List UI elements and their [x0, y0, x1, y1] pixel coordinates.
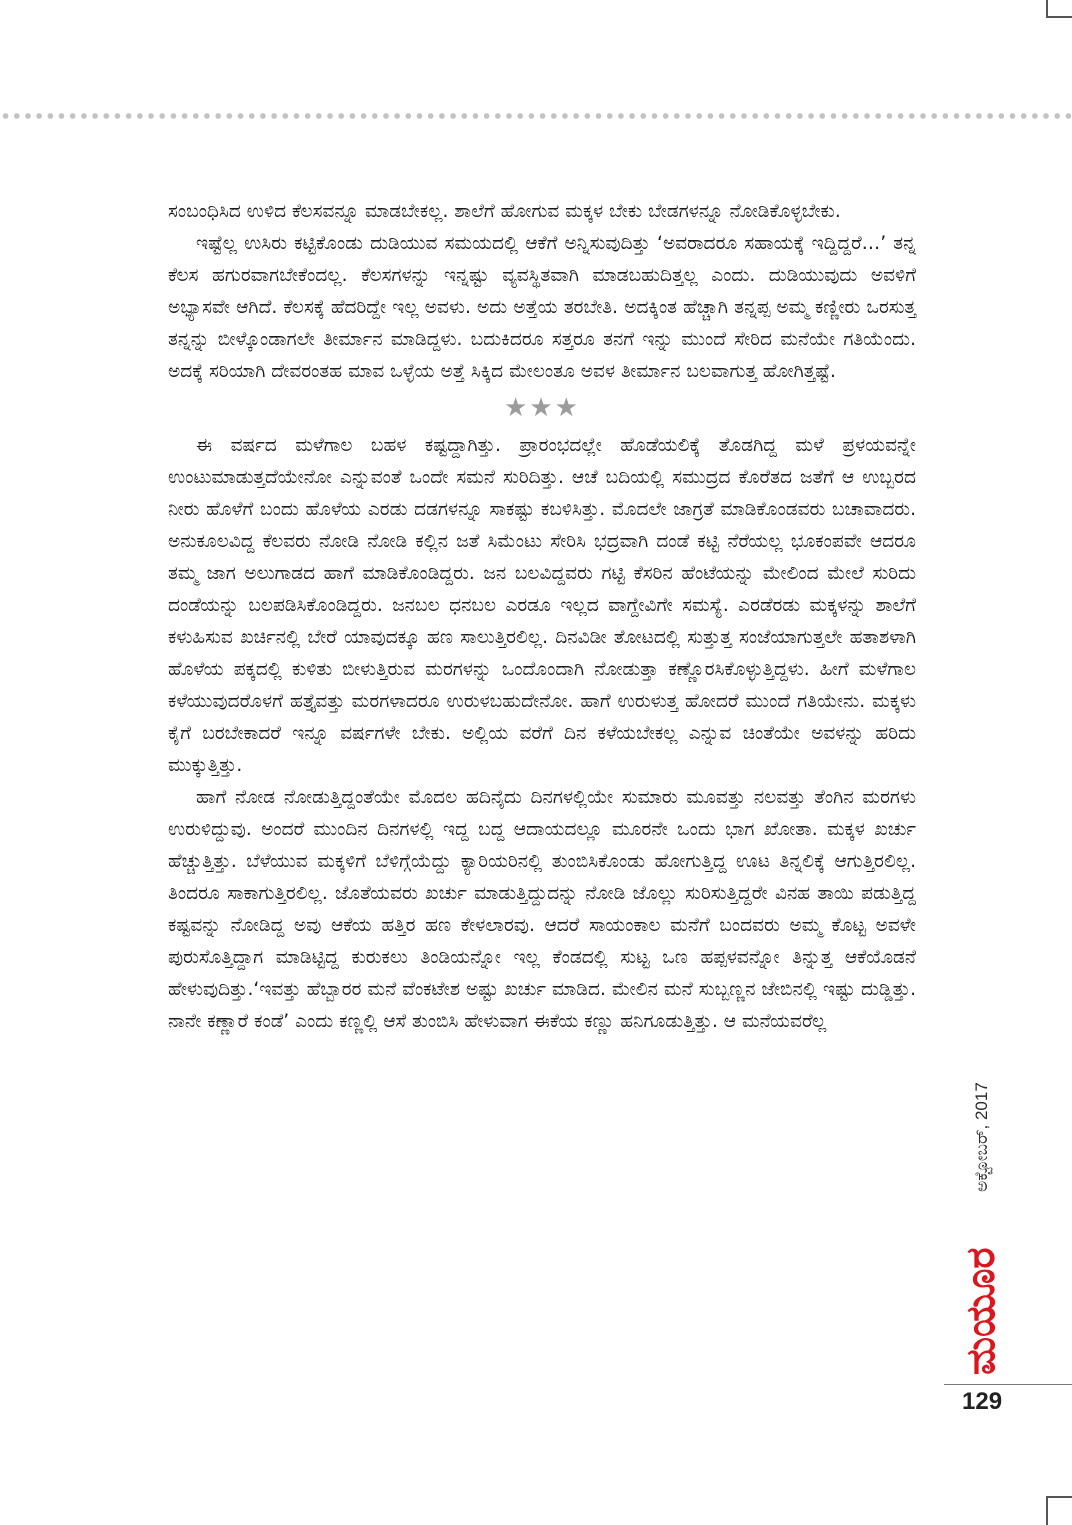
- paragraph-2: ಇಷ್ಟೆಲ್ಲ ಉಸಿರು ಕಟ್ಟಿಕೊಂಡು ದುಡಿಯುವ ಸಮಯದಲ್ಲಿ ಆಕೆಗೆ ಅನ್ನಿಸುವುದಿತ್ತು ‘ಅವರಾದರೂ ಸಹಾಯಕ್ಕೆ ಇದ್ದಿದ್ದರೆ…’ ತನ್ನ ಕೆಲಸ ಹಗುರವಾಗಬೇಕೆಂದಲ್ಲ. ಕೆಲಸಗಳನ್ನು ಇನ್ನಷ್ಟು ವ್ಯವಸ್ಥಿತವಾಗಿ ಮಾಡಬಹುದಿತ್ತಲ್ಲ ಎಂದು. ದುಡಿಯುವುದು ಅವಳಿಗೆ ಅಭ್ಯಾಸವೇ ಆಗಿದೆ. ಕೆಲಸಕ್ಕೆ ಹೆದರಿದ್ದೇ ಇಲ್ಲ ಅವಳು. ಅದು ಅತ್ತೆಯ ತರಬೇತಿ. ಅದಕ್ಕಿಂತ ಹೆಚ್ಚಾಗಿ ತನ್ನಪ್ಪ ಅಮ್ಮ ಕಣ್ಣೀರು ಒರಸುತ್ತ ತನ್ನನ್ನು ಬೀಳ್ಕೊಂಡಾಗಲೇ ತೀರ್ಮಾನ ಮಾಡಿದ್ದಳು. ಬದುಕಿದರೂ ಸತ್ತರೂ ತನಗೆ ಇನ್ನು ಮುಂದೆ ಸೇರಿದ ಮನೆಯೇ ಗತಿಯೆಂದು. ಅದಕ್ಕೆ ಸರಿಯಾಗಿ ದೇವರಂತಹ ಮಾವ ಒಳ್ಳೆಯ ಅತ್ತೆ ಸಿಕ್ಕಿದ ಮೇಲಂತೂ ಅವಳ ತೀರ್ಮಾನ ಬಲವಾಗುತ್ತ ಹೋಗಿತ್ತಷ್ಟೆ.: [168, 233, 916, 382]
- paragraph-4: ಹಾಗೆ ನೋಡ ನೋಡುತ್ತಿದ್ದಂತೆಯೇ ಮೊದಲ ಹದಿನೈದು ದಿನಗಳಲ್ಲಿಯೇ ಸುಮಾರು ಮೂವತ್ತು ನಲವತ್ತು ತೆಂಗಿನ ಮರಗಳು ಉರುಳಿದ್ದುವು. ಅಂದರೆ ಮುಂದಿನ ದಿನಗಳಲ್ಲಿ ಇದ್ದ ಬದ್ದ ಆದಾಯದಲ್ಲೂ ಮೂರನೇ ಒಂದು ಭಾಗ ಖೋತಾ. ಮಕ್ಕಳ ಖರ್ಚು ಹೆಚ್ಚುತ್ತಿತ್ತು. ಬೆಳೆಯುವ ಮಕ್ಕಳಿಗೆ ಬೆಳಿಗ್ಗೆಯೆದ್ದು ಕ್ಯಾರಿಯರಿನಲ್ಲಿ ತುಂಬಿಸಿಕೊಂಡು ಹೋಗುತ್ತಿದ್ದ ಊಟ ತಿನ್ನಲಿಕ್ಕೆ ಆಗುತ್ತಿರಲಿಲ್ಲ. ತಿಂದರೂ ಸಾಕಾಗುತ್ತಿರಲಿಲ್ಲ. ಜೊತೆಯವರು ಖರ್ಚು ಮಾಡುತ್ತಿದ್ದುದನ್ನು ನೋಡಿ ಜೊಲ್ಲು ಸುರಿಸುತ್ತಿದ್ದರೇ ವಿನಹ ತಾಯಿ ಪಡುತ್ತಿದ್ದ ಕಷ್ಟವನ್ನು ನೋಡಿದ್ದ ಅವು ಆಕೆಯ ಹತ್ತಿರ ಹಣ ಕೇಳಲಾರವು. ಆದರೆ ಸಾಯಂಕಾಲ ಮನೆಗೆ ಬಂದವರು ಅಮ್ಮ ಕೊಟ್ಟ ಅವಳೇ ಪುರುಸೊತ್ತಿದ್ದಾಗ ಮಾಡಿಟ್ಟಿದ್ದ ಕುರುಕಲು ತಿಂಡಿಯನ್ನೋ ಇಲ್ಲ ಕೆಂಡದಲ್ಲಿ ಸುಟ್ಟ ಒಣ ಹಪ್ಪಳವನ್ನೋ ತಿನ್ನುತ್ತ ಆಕೆಯೊಡನೆ ಹೇಳುವುದಿತ್ತು.‘ಇವತ್ತು ಹೆಬ್ಬಾರರ ಮನೆ ವೆಂಕಟೇಶ ಅಷ್ಟು ಖರ್ಚು ಮಾಡಿದ. ಮೇಲಿನ ಮನೆ ಸುಬ್ಬಣ್ಣನ ಜೇಬಿನಲ್ಲಿ ಇಷ್ಟು ದುಡ್ಡಿತ್ತು. ನಾನೇ ಕಣ್ಣಾರೆ ಕಂಡೆ’ ಎಂದು ಕಣ್ಣಲ್ಲಿ ಆಸೆ ತುಂಬಿಸಿ ಹೇಳುವಾಗ ಈಕೆಯ ಕಣ್ಣು ಹನಿಗೂಡುತ್ತಿತ್ತು. ಆ ಮನೆಯವರೆಲ್ಲ: [168, 787, 916, 1032]
- section-separator-stars: ★★★: [504, 393, 580, 423]
- page-number-rule: [944, 1384, 1072, 1385]
- dotted-divider: [0, 112, 1072, 120]
- magazine-logo: ಮಯೂರ: [958, 1247, 1004, 1375]
- paragraph-1: ಸಂಬಂಧಿಸಿದ ಉಳಿದ ಕೆಲಸವನ್ನೂ ಮಾಡಬೇಕಲ್ಲ. ಶಾಲೆಗೆ ಹೋಗುವ ಮಕ್ಕಳ ಬೇಕು ಬೇಡಗಳನ್ನೂ ನೋಡಿಕೊಳ್ಳಬೇಕು.: [168, 201, 841, 222]
- issue-date: ಅಕ್ಟೋಬರ್, 2017: [972, 1082, 991, 1192]
- crop-mark-bottom: [1046, 1496, 1072, 1525]
- article-body: [168, 196, 916, 1038]
- page-number: 129: [962, 1388, 1003, 1415]
- crop-mark-top: [1046, 0, 1072, 18]
- paragraph-3: ಈ ವರ್ಷದ ಮಳೆಗಾಲ ಬಹಳ ಕಷ್ಟದ್ದಾಗಿತ್ತು. ಪ್ರಾರಂಭದಲ್ಲೇ ಹೊಡೆಯಲಿಕ್ಕೆ ತೊಡಗಿದ್ದ ಮಳೆ ಪ್ರಳಯವನ್ನೇ ಉಂಟುಮಾಡುತ್ತದೆಯೇನೋ ಎನ್ನುವಂತೆ ಒಂದೇ ಸಮನೆ ಸುರಿದಿತ್ತು. ಆಚೆ ಬದಿಯಲ್ಲಿ ಸಮುದ್ರದ ಕೊರೆತದ ಜತೆಗೆ ಆ ಉಬ್ಬರದ ನೀರು ಹೊಳೆಗೆ ಬಂದು ಹೊಳೆಯ ಎರಡು ದಡಗಳನ್ನೂ ಸಾಕಷ್ಟು ಕಬಳಿಸಿತ್ತು. ಮೊದಲೇ ಜಾಗ್ರತೆ ಮಾಡಿಕೊಂಡವರು ಬಚಾವಾದರು. ಅನುಕೂಲವಿದ್ದ ಕೆಲವರು ನೋಡಿ ನೋಡಿ ಕಲ್ಲಿನ ಜತೆ ಸಿಮೆಂಟು ಸೇರಿಸಿ ಭದ್ರವಾಗಿ ದಂಡೆ ಕಟ್ಟಿ ನೆರೆಯಲ್ಲ ಭೂಕಂಪವೇ ಆದರೂ ತಮ್ಮ ಜಾಗ ಅಲುಗಾಡದ ಹಾಗೆ ಮಾಡಿಕೊಂಡಿದ್ದರು. ಜನ ಬಲವಿದ್ದವರು ಗಟ್ಟಿ ಕೆಸರಿನ ಹೆಂಟೆಯನ್ನು ಮೇಲಿಂದ ಮೇಲೆ ಸುರಿದು ದಂಡೆಯನ್ನು ಬಲಪಡಿಸಿಕೊಂಡಿದ್ದರು. ಜನಬಲ ಧನಬಲ ಎರಡೂ ಇಲ್ಲದ ವಾಗ್ದೇವಿಗೇ ಸಮಸ್ಯೆ. ಎರಡೆರಡು ಮಕ್ಕಳನ್ನು ಶಾಲೆಗೆ ಕಳುಹಿಸುವ ಖರ್ಚಿನಲ್ಲಿ ಬೇರೆ ಯಾವುದಕ್ಕೂ ಹಣ ಸಾಲುತ್ತಿರಲಿಲ್ಲ. ದಿನವಿಡೀ ತೋಟದಲ್ಲಿ ಸುತ್ತುತ್ತ ಸಂಜೆಯಾಗುತ್ತಲೇ ಹತಾಶಳಾಗಿ ಹೊಳೆಯ ಪಕ್ಕದಲ್ಲಿ ಕುಳಿತು ಬೀಳುತ್ತಿರುವ ಮರಗಳನ್ನು ಒಂದೊಂದಾಗಿ ನೋಡುತ್ತಾ ಕಣ್ಣೊರಸಿಕೊಳ್ಳುತ್ತಿದ್ದಳು. ಹೀಗೆ ಮಳೆಗಾಲ ಕಳೆಯುವುದರೊಳಗೆ ಹತ್ತೈವತ್ತು ಮರಗಳಾದರೂ ಉರುಳಬಹುದೇನೋ. ಹಾಗೆ ಉರುಳುತ್ತ ಹೋದರೆ ಮುಂದೆ ಗತಿಯೇನು. ಮಕ್ಕಳು ಕೈಗೆ ಬರಬೇಕಾದರೆ ಇನ್ನೂ ವರ್ಷಗಳೇ ಬೇಕು. ಅಲ್ಲಿಯ ವರೆಗೆ ದಿನ ಕಳೆಯಬೇಕಲ್ಲ ಎನ್ನುವ ಚಿಂತೆಯೇ ಅವಳನ್ನು ಹರಿದು ಮುಕ್ಕುತ್ತಿತ್ತು.: [168, 435, 916, 776]
